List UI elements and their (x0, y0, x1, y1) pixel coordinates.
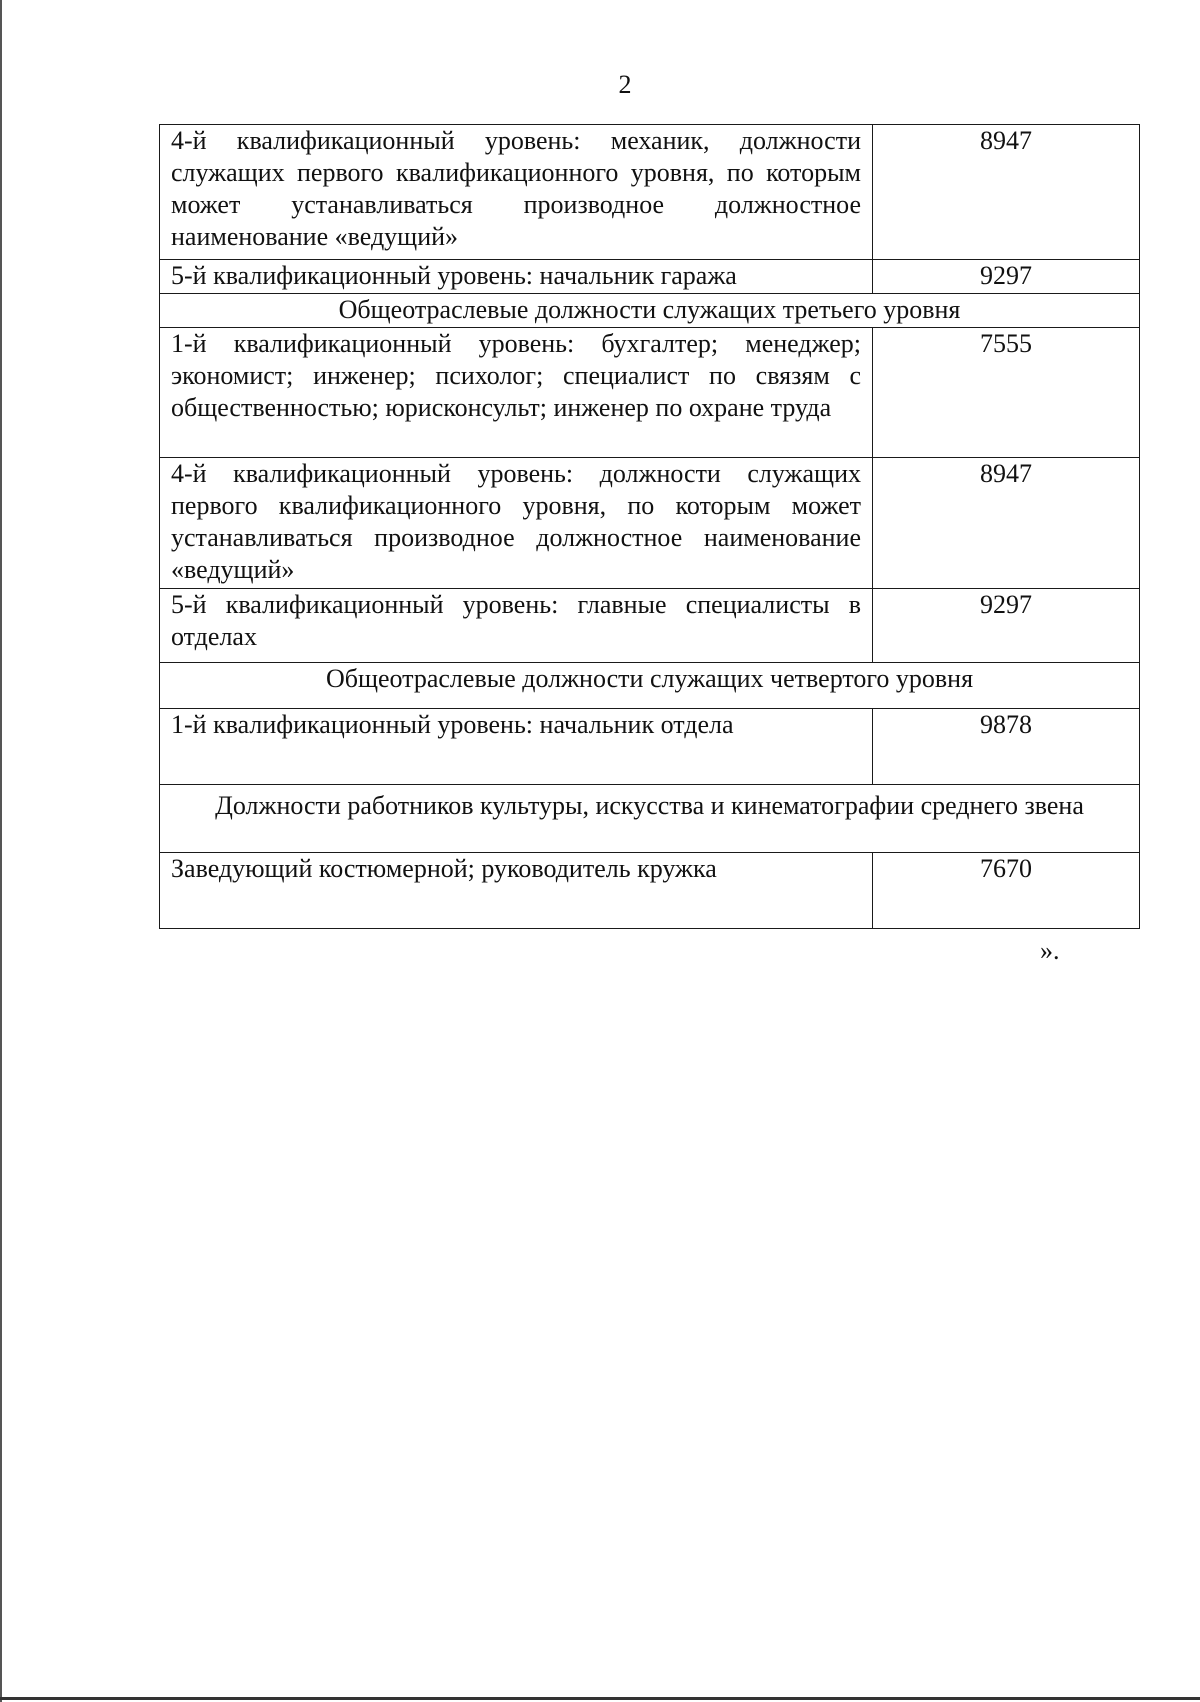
section-heading: Должности работников культуры, искусства и кинематографии среднего звена (160, 785, 1140, 853)
section-row (160, 294, 1140, 328)
table-row (160, 260, 1140, 294)
salary-cell: 9878 (873, 709, 1140, 785)
salary-cell: 8947 (873, 458, 1140, 589)
salary-cell: 9297 (873, 260, 1140, 294)
position-cell: 1-й квалификационный уровень: бухгалтер; менеджер; экономист; инженер; психолог; специалист по связям с общественностью; юрисконсульт; инженер по охране труда (160, 328, 873, 458)
section-heading: Общеотраслевые должности служащих четвертого уровня (160, 663, 1140, 709)
salary-cell: 8947 (873, 125, 1140, 260)
section-heading: Общеотраслевые должности служащих третьего уровня (160, 294, 1140, 328)
position-cell: 1-й квалификационный уровень: начальник отдела (160, 709, 873, 785)
closing-quote-mark: ». (1040, 936, 1060, 965)
position-cell: 5-й квалификационный уровень: главные специалисты в отделах (160, 589, 873, 663)
position-cell: 4-й квалификационный уровень: должности служащих первого квалификационного уровня, по которым может устанавливаться производное должностное наименование «ведущий» (160, 458, 873, 589)
table-row (160, 328, 1140, 458)
position-cell: Заведующий костюмерной; руководитель кружка (160, 853, 873, 929)
table-row (160, 458, 1140, 589)
salary-cell: 7555 (873, 328, 1140, 458)
page-bottom-border (0, 1697, 1200, 1700)
salary-table (159, 124, 1140, 929)
table-row (160, 125, 1140, 260)
position-cell: 4-й квалификационный уровень: механик, должности служащих первого квалификационного уровня, по которым может устанавливаться производное должностное наименование «ведущий» (160, 125, 873, 260)
page-left-border (0, 0, 2, 1702)
table-row (160, 709, 1140, 785)
section-row (160, 663, 1140, 709)
table-row (160, 589, 1140, 663)
position-cell: 5-й квалификационный уровень: начальник гаража (160, 260, 873, 294)
table-row (160, 853, 1140, 929)
salary-cell: 9297 (873, 589, 1140, 663)
section-row (160, 785, 1140, 853)
salary-cell: 7670 (873, 853, 1140, 929)
page-number: 2 (618, 70, 632, 99)
